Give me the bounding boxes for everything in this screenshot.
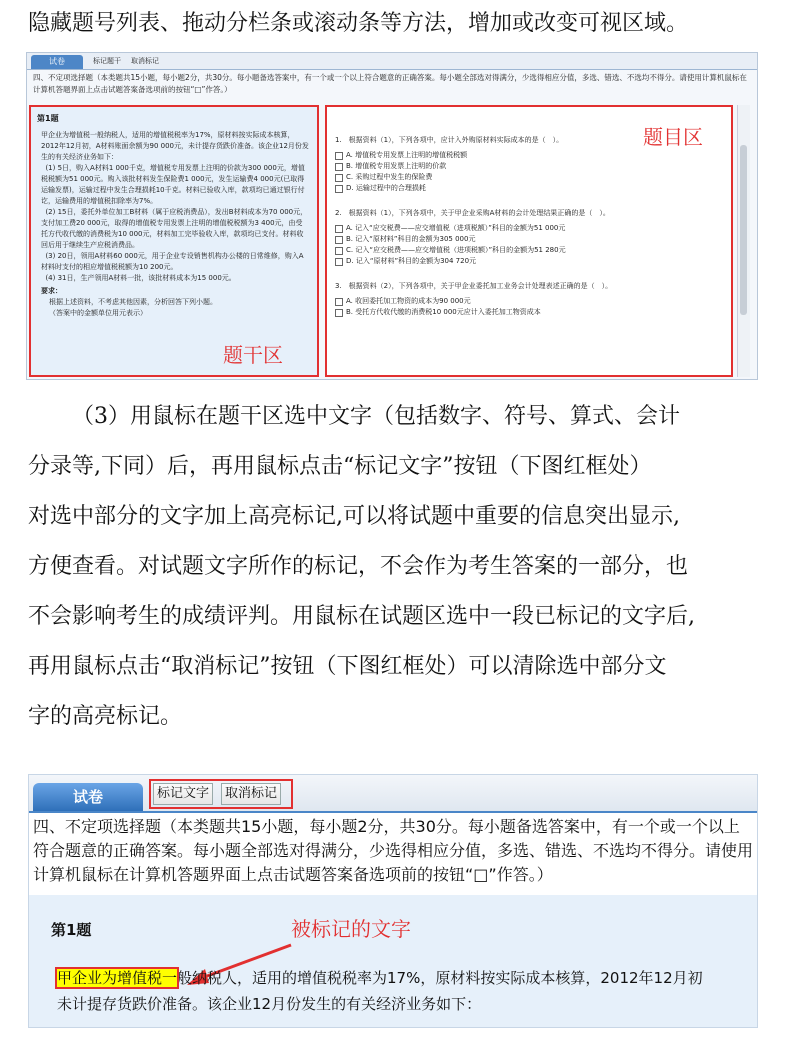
option-item[interactable]: A. 收回委托加工物资的成本为90 000元 xyxy=(335,296,695,307)
checkbox-icon[interactable] xyxy=(335,258,343,266)
question-stem: 1. 根据资料（1），下列各项中，应计入外购原材料实际成本的是（ ）。 xyxy=(335,136,564,144)
question-title: 第1题 xyxy=(51,921,92,939)
option-item[interactable]: A. 增值税专用发票上注明的增值税税额 xyxy=(335,150,695,161)
question-area-label: 题目区 xyxy=(643,125,703,149)
option-item[interactable]: B. 记入“原材料”科目的金额为305 000元 xyxy=(335,234,695,245)
checkbox-icon[interactable] xyxy=(335,174,343,182)
checkbox-icon[interactable] xyxy=(335,247,343,255)
tab-exam-paper[interactable]: 试卷 xyxy=(31,55,83,69)
question-stem: 3. 根据资料（2），下列各项中，关于甲企业委托加工业务会计处理表述正确的是（ ）。 xyxy=(335,282,613,290)
mark-text-button[interactable]: 标记文字 xyxy=(153,783,213,805)
section-instruction: 四、不定项选择题（本类题共15小题，每小题2分，共30分。每小题备选答案中，有一个或一个以上符合题意的正确答案。每小题全部选对得满分，少选得相应分值，多选、错选、不选均不得分。请使用计算机鼠标在计算机答题界面上点击试题答案备选项前的按钮“□”作答。） xyxy=(33,817,754,884)
paragraph-line: 再用鼠标点击“取消标记”按钮（下图红框处）可以清除选中部分文 xyxy=(28,654,667,679)
paragraph-line: 方便查看。对试题文字所作的标记，不会作为考生答案的一部分，也 xyxy=(28,554,689,579)
stem-pane xyxy=(29,895,757,1027)
question-scrollbar[interactable] xyxy=(737,105,750,377)
option-item[interactable]: D. 运输过程中的合理损耗 xyxy=(335,183,695,194)
option-item[interactable]: A. 记入“应交税费——应交增值税（进项税额）”科目的金额为51 000元 xyxy=(335,223,695,234)
question-list xyxy=(335,135,695,318)
stem-area-label: 题干区 xyxy=(223,343,283,367)
stem-pane xyxy=(29,105,319,377)
checkbox-icon[interactable] xyxy=(335,163,343,171)
exam-screenshot-marking xyxy=(28,774,758,1028)
option-item[interactable]: C. 记入“应交税费——应交增值税（进项税额）”科目的金额为51 280元 xyxy=(335,245,695,256)
exam-screenshot-layout xyxy=(26,52,758,380)
stem-line-rest: 般纳税人，适用的增值税税率为17%，原材料按实际成本核算，2012年12月初 xyxy=(177,969,703,987)
checkbox-icon[interactable] xyxy=(335,225,343,233)
question-title: 第1题 xyxy=(37,114,59,123)
exam-toolbar xyxy=(27,53,757,70)
checkbox-icon[interactable] xyxy=(335,185,343,193)
stem-line xyxy=(57,967,703,988)
paragraph-line: 对选中部分的文字加上高亮标记,可以将试题中重要的信息突出显示, xyxy=(28,504,680,529)
checkbox-icon[interactable] xyxy=(335,298,343,306)
requirement-title: 要求： xyxy=(41,287,62,295)
option-item[interactable]: C. 采购过程中发生的保险费 xyxy=(335,172,695,183)
paragraph-line: （3）用鼠标在题干区选中文字（包括数字、符号、算式、会计 xyxy=(72,404,680,429)
option-item[interactable]: D. 记入“原材料”科目的金额为304 720元 xyxy=(335,256,695,267)
highlighted-text: 甲企业为增值税一 xyxy=(57,969,178,987)
mark-stem-button[interactable]: 标记题干 xyxy=(93,57,121,65)
option-item[interactable]: B. 增值税专用发票上注明的价款 xyxy=(335,161,695,172)
instruction-paragraph xyxy=(28,392,778,742)
intro-text-tail: 隐藏题号列表、拖动分栏条或滚动条等方法，增加或改变可视区域。 xyxy=(28,11,689,36)
stem-line: 未计提存货跌价准备。该企业12月份发生的有关经济业务如下： xyxy=(57,995,482,1013)
checkbox-icon[interactable] xyxy=(335,309,343,317)
unmark-text-button[interactable]: 取消标记 xyxy=(221,783,281,805)
question-pane xyxy=(325,105,733,377)
section-instruction: 四、不定项选择题（本类题共15小题，每小题2分，共30分。每小题备选答案中，有一个或一个以上符合题意的正确答案。每小题全部选对得满分，少选得相应分值，多选、错选、不选均不得分。请使用计算机鼠标在计算机答题界面上点击试题答案备选项前的按钮“□”作答。） xyxy=(33,73,747,94)
paragraph-line: 分录等,下同）后，再用鼠标点击“标记文字”按钮（下图红框处） xyxy=(28,454,652,479)
exam-toolbar xyxy=(29,775,757,813)
paragraph-line: 字的高亮标记。 xyxy=(28,704,183,729)
question-stem-text: 甲企业为增值税一般纳税人，适用的增值税税率为17%，原材料按实际成本核算，2012年12月初，A材料账面余额为90 000元，未计提存货跌价准备。该企业12月份发生的有关经济业务如下： (1) 5日，购入A材料1 000千克，增值税专用发票上注明的价款为300 000元，增值税税额为51 000元。购入该批材料发生保险费1 000元，发生运输费4 000元(已取得运输发票)，运输过程中发生合理损耗10千克。材料已验收入库，款项均已通过银行付讫，运输费用的增值税扣除率为7%。 (2) 15日，委托外单位加工B材料（属于应税消费品），发出B材料成本为70 000元，支付加工费20 000元，取得的增值税专用发票上注明的增值税税额为3 400元，由受托方代收代缴的消费税为10 000元，材料加工完毕验收入库，款项均已支付。材料收回后用于继续生产应税消费品。 (3) 20日，领用A材料60 000元，用于企业专设销售机构办公楼的日常维修，购入A材料时支付的相应增值税税额为10 200元。 (4) 31日，生产领用A材料一批，该批材料成本为15 000元。 xyxy=(41,131,309,282)
question-stem: 2. 根据资料（1），下列各项中，关于甲企业采购A材料的会计处理结果正确的是（ ）。 xyxy=(335,209,610,217)
paragraph-line: 不会影响考生的成绩评判。用鼠标在试题区选中一段已标记的文字后, xyxy=(28,604,695,629)
unmark-button[interactable]: 取消标记 xyxy=(131,57,159,65)
marked-text-label: 被标记的文字 xyxy=(291,917,411,941)
tab-exam-paper[interactable]: 试卷 xyxy=(33,783,143,811)
option-item[interactable]: B. 受托方代收代缴的消费税10 000元应计入委托加工物资成本 xyxy=(335,307,695,318)
checkbox-icon[interactable] xyxy=(335,236,343,244)
scrollbar-thumb[interactable] xyxy=(740,145,747,315)
requirement-text: 根据上述资料，不考虑其他因素，分析回答下列小题。 （答案中的金额单位用元表示） xyxy=(49,298,217,317)
checkbox-icon[interactable] xyxy=(335,152,343,160)
